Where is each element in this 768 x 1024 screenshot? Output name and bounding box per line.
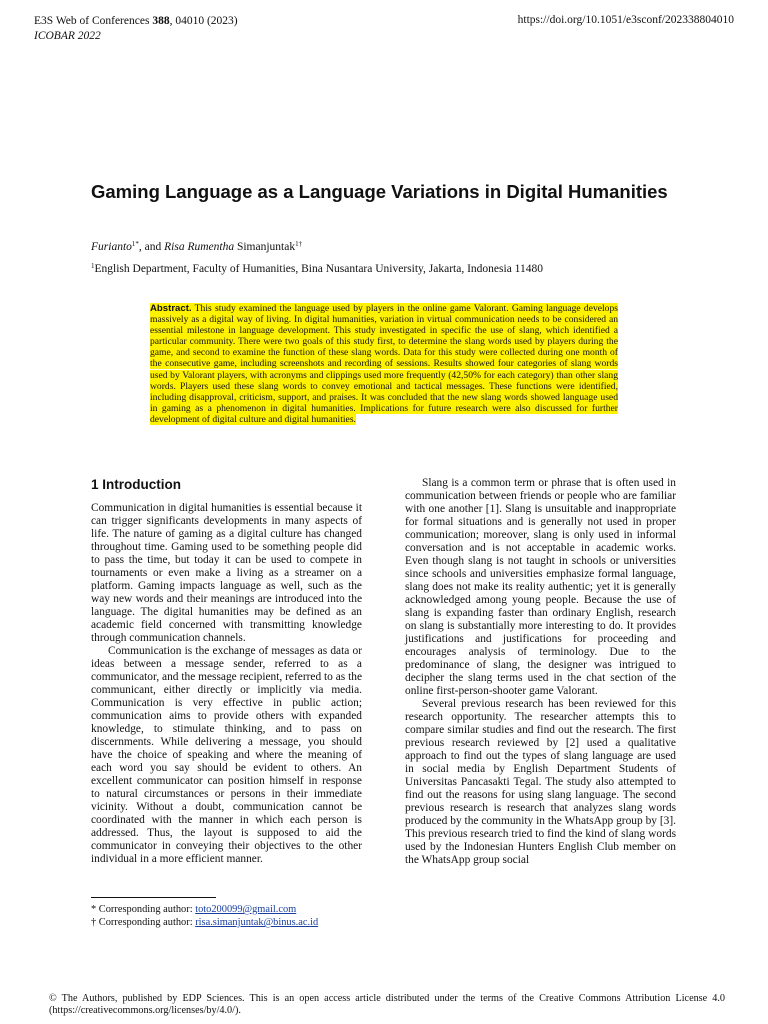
section-heading-introduction: 1 Introduction bbox=[91, 477, 181, 492]
email-link-1[interactable]: toto200099@gmail.com bbox=[195, 904, 297, 915]
author-list: Furianto$^{1*}$, and Risa Rumentha Simanjuntak$^{1\dagger}$ bbox=[91, 240, 303, 253]
left-column bbox=[91, 502, 362, 866]
paragraph: Communication is the exchange of messages as data or ideas between a message sender, referred to as a communicator, and the message recipient, referred to as the communicant, either directly or implicitly via media. Communication is very effective in public action; communication aims to provide others with expanded knowledge, to stimulate thinking, and to pass on discernments. While delivering a message, you should have the choice of speaking and where the meaning of each word you say should be evident to others. An excellent communicator can position himself in response to natural circumstances or persons in their immediate vicinity. Without a doubt, communication cannot be coordinated with the manner in which each person is addressed. Thus, the layout is supposed to aid the communicator in conveying their objectives to the other individual in a more efficient manner. bbox=[91, 645, 362, 865]
email-link-2[interactable]: risa.simanjuntak@binus.ac.id bbox=[195, 917, 319, 928]
footnote-divider bbox=[91, 897, 216, 898]
abstract-label: Abstract. bbox=[150, 303, 192, 314]
footnote-2: † Corresponding author: risa.simanjuntak@binus.ac.id bbox=[91, 917, 319, 928]
license-notice: © The Authors, published by EDP Sciences. This is an open access article distributed under the terms of the Creative Commons Attribution License 4.0 (https://creativecommons.org/licenses/by/4.0/). bbox=[49, 993, 725, 1016]
paragraph: Communication in digital humanities is essential because it can trigger significants developments in many aspects of life. The nature of gaming as a digital culture has changed throughout time. Gaming used to be something people did to pass the time, but today it can be used to compete in tournaments or even make a living as a streamer on a platform. Gaming impacts language as well, such as the way new words and their meanings are introduced into the language. The digital humanities may be defined as an academic field concerned with transmitting knowledge through communication channels. bbox=[91, 502, 362, 644]
journal-name: E3S Web of Conferences 388, 04010 (2023) bbox=[34, 15, 238, 27]
right-column bbox=[405, 477, 676, 867]
author-furianto: Furianto bbox=[91, 241, 132, 253]
abstract bbox=[150, 303, 618, 425]
paragraph: Slang is a common term or phrase that is often used in communication between friends or people who are familiar with one another [1]. Slang is unsuitable and inappropriate for formal situations and is generally not used in proper communication; moreover, slang is only used in informal conversation and is not acceptable in academic works. Even though slang is not taught in schools or universities since schools and universities emphasize formal language, slang does not make its reality authentic; yet it is generally acknowledged among young people. Because the use of slang is expanding faster than ordinary English, research on slang is substantially more interesting to do. It provides justifications and justifications for proceeding and encourages analysis of terminology. Due to the predominance of slang, the designer was intrigued to decipher the slang terms used in the chat section of the online first-person-shooter game Valorant. bbox=[405, 477, 676, 697]
journal-volume: 388 bbox=[152, 15, 170, 27]
paragraph: Several previous research has been reviewed for this research opportunity. The researcher attempts this to compare similar studies and find out the research. The first previous research reviewed by [2] used a qualitative approach to find out the types of slang language are used in social media by English Department Students of Universitas Pancasakti Tegal. The study also attempted to find out the reasons for using slang language. The second previous research is research that analyzes slang words produced by the community in the WhatsApp group by [3]. This previous research tried to find the kind of slang words used by the Indonesian Hunters English Club member on the WhatsApp group social bbox=[405, 698, 676, 866]
doi-link[interactable]: https://doi.org/10.1051/e3sconf/202338804010 bbox=[517, 14, 734, 26]
footnote-1: * Corresponding author: toto200099@gmail.com bbox=[91, 904, 297, 915]
footnotes bbox=[91, 903, 318, 929]
paper-title: Gaming Language as a Language Variations in Digital Humanities bbox=[91, 181, 668, 202]
author-risa: Risa Rumentha bbox=[164, 241, 235, 253]
running-header bbox=[34, 14, 238, 44]
event-name: ICOBAR 2022 bbox=[34, 30, 101, 42]
abstract-text: This study examined the language used by players in the online game Valorant. Gaming language develops massively as a digital way of living. In digital humanities, variation in virtual communication needs to be considered an essential milestone in language development. This study investigated in specific the use of slang, which identified a particular community. There were two goals of this study first, to determine the slang words used by players during the game, and second to examine the function of these slang words. Data for this study were collected during one month of the consecutive game, including screenshots and recording of sessions. Results showed four categories of slang words used by Valorant players, with acronyms and clippings used more frequently (42,50% for each category) than other slang words. Players used these slang words to convey emotional and tactical messages. These functions were identified, including disapproval, criticism, support, and praises. It was concluded that the new slang words showed language used in gaming as a phenomenon in digital humanities. Implications for future research were also discussed for further development of digital culture and digital humanities. bbox=[150, 303, 618, 425]
affiliation: $^1$English Department, Faculty of Humanities, Bina Nusantara University, Jakarta, Indonesia 11480 bbox=[91, 262, 543, 275]
